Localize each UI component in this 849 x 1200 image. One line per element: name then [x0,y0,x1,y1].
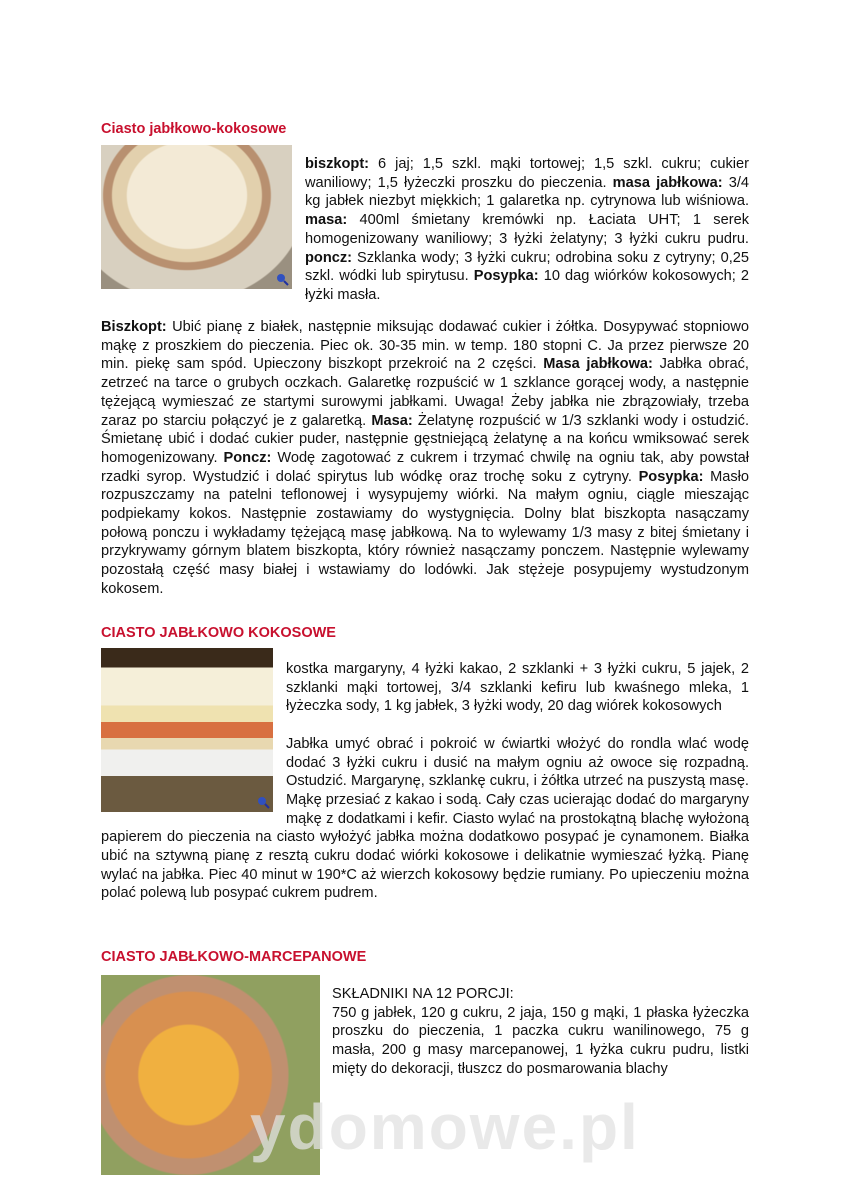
cake-photo [101,648,273,812]
cake-photo [101,145,292,289]
recipe-title: CIASTO JABŁKOWO KOKOSOWE [101,625,336,641]
method-text: Jabłka umyć obrać i pokroić w ćwiartki włożyć do rondla wlać wodę dodać 3 łyżki cukru i dusić na małym ogniu aż owoce się rozpadną. Ostudzić. Margarynę, szklankę cukru, i żółtka utrzeć na puszystą masę. Mąkę przesiać z kakao i sodą. Cały czas ucierając dodać do margaryny mąkę z dodatkami i kefir. Ciasto wylać na prostokątną blachę wyłożoną papierem do pieczenia na ciasto wyłożyć jabłka można dodatkowo posypać je cynamonem. Białka ubić na sztywną pianę z resztą cukru dodać wiórki kokosowe i delikatnie wymieszać łyżką. Pianę wylać na jabłka. Piec 40 minut w 190*C aż wierzch kokosowy będzie rumiany. Po upieczeniu można polać polewą lub posypać cukrem pudrem. [101,735,749,902]
zoom-icon[interactable] [256,795,270,809]
ingredients-text: kostka margaryny, 4 łyżki kakao, 2 szklanki + 3 łyżki cukru, 5 jajek, 2 szklanki mąki tortowej, 3/4 szklanki kefiru lub kwaśnego mleka, 1 łyżeczka sody, 1 kg jabłek, 3 łyżki wody, 20 dag wiórek kokosowych [286,661,749,715]
watermark: ydomowe.pl [250,1091,640,1163]
recipe-section [101,648,749,903]
ingredients-text: biszkopt: 6 jaj; 1,5 szkl. mąki tortowej; 1,5 szkl. cukru; cukier waniliowy; 1,5 łyżeczki proszku do pieczenia. masa jabłkowa: 3/4 kg jabłek niezbyt miękkich; 1 galaretka np. cytrynowa lub wiśniowa. masa: 400ml śmietany kremówki np. Łaciata UHT; 1 serek homogenizowany waniliowy; 3 łyżki żelatyny; 3 łyżki cukru pudru. poncz: Szklanka wody; 3 łyżki cukru; odrobina soku z cytryny; 0,25 szkl. wódki lub spirytusu. Posypka: 10 dag wiórków kokosowych; 2 łyżki masła. [305,156,749,303]
ingredients-block [332,985,749,1079]
ingredients-text: 750 g jabłek, 120 g cukru, 2 jaja, 150 g mąki, 1 płaska łyżeczka proszku do pieczenia, 1 paczka cukru wanilinowego, 75 g masła, 200 g masy marcepanowej, 1 łyżka cukru pudru, listki mięty do dekoracji, tłuszcz do posmarowania blachy [332,1004,749,1077]
method-text: Biszkopt: Ubić pianę z białek, następnie miksując dodawać cukier i żółtka. Dosypywać stopniowo mąkę z proszkiem do pieczenia. Piec ok. 30-35 min. w temp. 180 stopni C. Ja przez pierwsze 20 min. piekę sam spód. Upieczony biszkopt przekroić na 2 części. Masa jabłkowa: Jabłka obrać, zetrzeć na tarce o grubych oczkach. Galaretkę rozpuścić w 1 szklance gorącej wody, a następnie tężejącą wymieszać ze startymi surowymi jabłkami. Uwaga! Żeby jabłka nie zbrązowiały, trzeba zaraz po starciu połączyć je z galaretką. Masa: Żelatynę rozpuścić w 1/3 szklanki wody i ostudzić. Śmietanę ubić i dodać cukier puder, następnie gęstniejącą żelatynę a na końcu wmiksować serek homogenizowany. Poncz: Wodę zagotować z cukrem i trzymać chwilę na ogniu tak, aby powstał rzadki syrop. Wystudzić i dolać spirytus lub wódkę oraz trochę soku z cytryny. Posypka: Masło rozpuszczamy na patelni teflonowej i wysypujemy wiórki. Na małym ogniu, ciągle mieszając podpiekamy kokos. Następnie zostawiamy do wystygnięcia. Dolny blat biszkopta nasączamy połową ponczu i wykładamy tężejącą masę jabłkową. Na to wylewamy 1/3 masy z bitej śmietany i przykrywamy górnym blatem biszkopta, który również nasączamy ponczem. Następnie wylewamy pozostałą część masy białej i wstawiamy do lodówki. Jak stężeje posypujemy wystudzonym kokosem. [101,319,750,597]
zoom-icon[interactable] [275,272,289,286]
recipe-title: Ciasto jabłkowo-kokosowe [101,121,287,137]
recipe-title: CIASTO JABŁKOWO-MARCEPANOWE [101,949,367,965]
servings-heading: SKŁADNIKI NA 12 PORCJI: [332,986,514,1002]
